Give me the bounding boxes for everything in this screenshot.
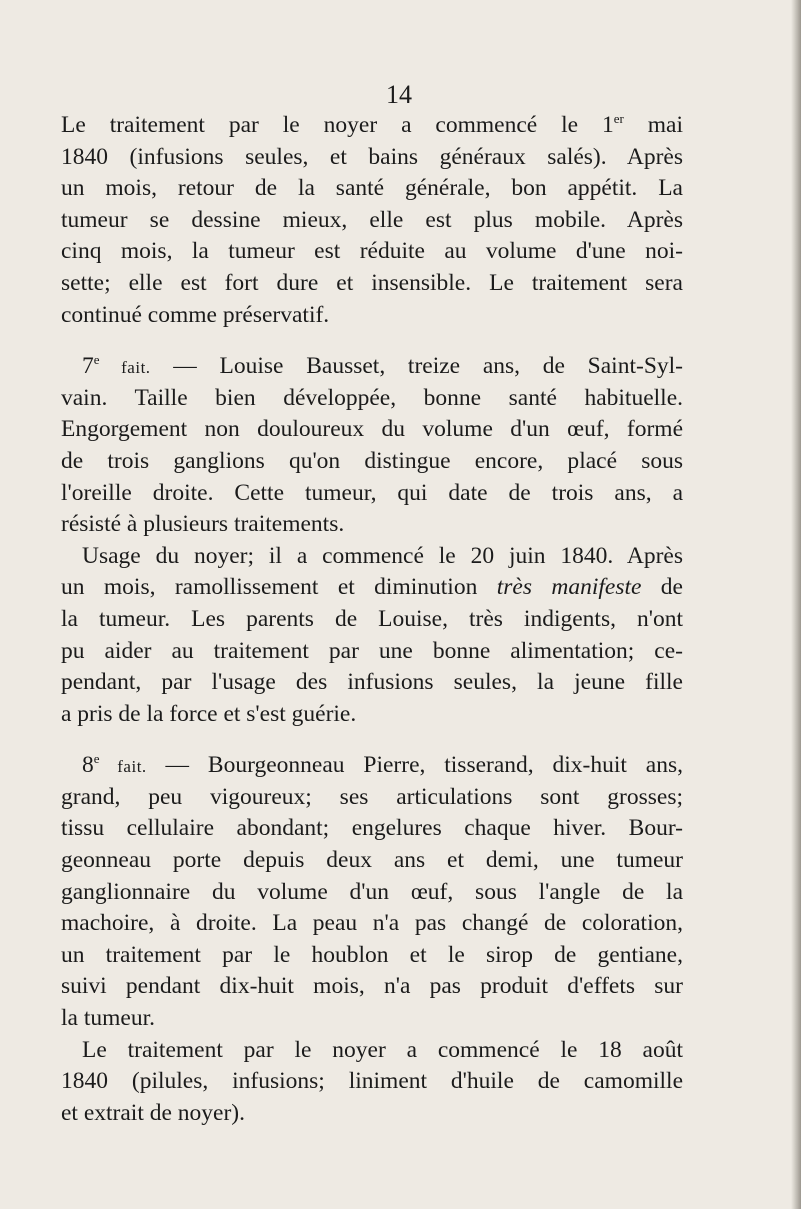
- text-line: 1840 (pilules, infusions; liniment d'huile de camomille: [61, 1068, 683, 1095]
- page-edge-shadow: [791, 0, 801, 1209]
- body-text: [61, 110, 683, 1129]
- text-line: grand, peu vigoureux; ses articulations sont grosses;: [61, 783, 683, 810]
- case-heading-line: 8e fait. — Bourgeonneau Pierre, tisserand, dix-huit ans,: [82, 751, 683, 779]
- text-line: la tumeur. Les parents de Louise, très indigents, n'ont: [61, 605, 683, 632]
- text-line: Engorgement non douloureux du volume d'un œuf, formé: [61, 416, 683, 443]
- text-line: machoire, à droite. La peau n'a pas changé de coloration,: [61, 910, 683, 937]
- text-line: l'oreille droite. Cette tumeur, qui date de trois ans, a: [61, 479, 683, 506]
- text-line: ganglionnaire du volume d'un œuf, sous l'angle de la: [61, 878, 683, 905]
- text-line: et extrait de noyer).: [61, 1099, 245, 1126]
- text-line: un traitement par le houblon et le sirop de gentiane,: [61, 941, 683, 968]
- text-line: continué comme préservatif.: [61, 301, 330, 328]
- text-line: pendant, par l'usage des infusions seules, la jeune fille: [61, 669, 683, 696]
- text-line: Usage du noyer; il a commencé le 20 juin 1840. Après: [82, 542, 683, 569]
- text-line: pu aider au traitement par une bonne alimentation; ce-: [61, 637, 683, 664]
- text-line: vain. Taille bien développée, bonne santé habituelle.: [61, 384, 683, 411]
- text-line: la tumeur.: [61, 1005, 155, 1032]
- text-line: a pris de la force et s'est guérie.: [61, 700, 357, 727]
- paragraph-1: [61, 110, 683, 331]
- text-line: Le traitement par le noyer a commencé le 18 août: [82, 1036, 683, 1063]
- text-line: Le traitement par le noyer a commencé le 1er mai: [61, 111, 683, 138]
- text-line: 1840 (infusions seules, et bains généraux salés). Après: [61, 143, 683, 170]
- page-number: 14: [386, 80, 412, 109]
- text-line: tumeur se dessine mieux, elle est plus mobile. Après: [61, 206, 683, 233]
- text-line: un mois, ramollissement et diminution très manifeste de: [61, 574, 683, 601]
- text-line: résisté à plusieurs traitements.: [61, 511, 345, 538]
- case-heading-line: 7e fait. — Louise Bausset, treize ans, de Saint-Syl-: [82, 352, 683, 380]
- text-line: un mois, retour de la santé générale, bon appétit. La: [61, 175, 683, 202]
- paragraph-3-case-8: [61, 750, 683, 1129]
- text-line: geonneau porte depuis deux ans et demi, une tumeur: [61, 847, 683, 874]
- paragraph-2-case-7: [61, 351, 683, 730]
- text-line: cinq mois, la tumeur est réduite au volume d'une noi-: [61, 238, 683, 265]
- text-line: sette; elle est fort dure et insensible. Le traitement sera: [61, 269, 683, 296]
- text-line: suivi pendant dix-huit mois, n'a pas produit d'effets sur: [61, 973, 683, 1000]
- text-line: tissu cellulaire abondant; engelures chaque hiver. Bour-: [61, 815, 683, 842]
- text-line: de trois ganglions qu'on distingue encore, placé sous: [61, 447, 683, 474]
